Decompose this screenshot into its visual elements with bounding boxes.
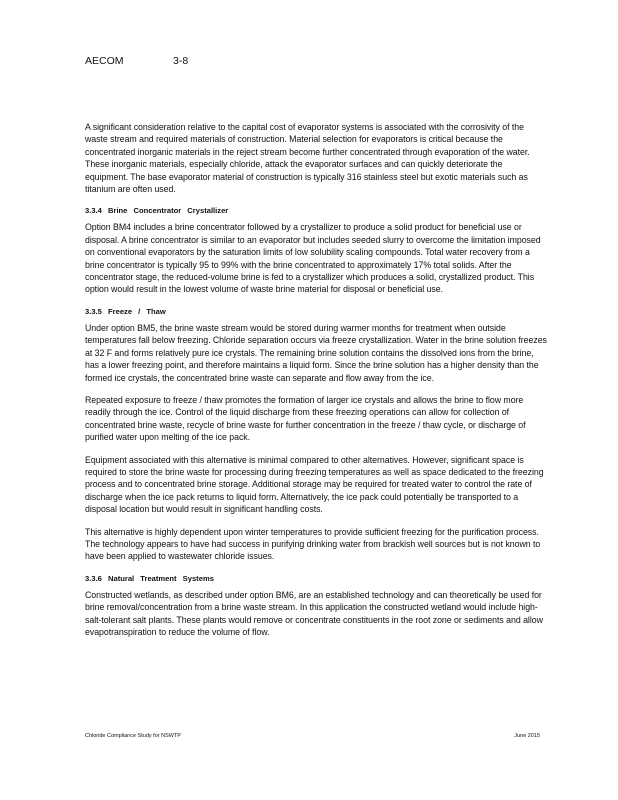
paragraph-freeze-thaw-2: Repeated exposure to freeze / thaw promotes the formation of larger ice crystals and allows the brine to flow more readily through the ice. Control of the liquid discharge from these freezing operations can allow for collection of concentrated brine waste, recycle of brine waste for further concentration in the freeze / thaw cycle, or discharge of purified water upon melting of the ice pack. [85,394,526,443]
footer-title: Chloride Compliance Study for NSWTP [85,733,181,739]
paragraph-brine-concentrator: Option BM4 includes a brine concentrator followed by a crystallizer to produce a solid product for beneficial use or disposal. A brine concentrator is similar to an evaporator but includes seeded slurry to overcome the limitation imposed on conventional evaporators by the saturation limits of low solubility scaling compounds. Total water recovery from a brine concentrator is typically 95 to 99% with the brine concentrated to approximately 17% total solids. After the concentrator stage, the reduced-volume brine is fed to a crystallizer which produces a solid, crystallized product. This option would result in the lowest volume of waste brine material for disposal or beneficial use. [85,222,541,295]
page-footer [85,733,540,739]
paragraph-freeze-thaw-4: This alternative is highly dependent upon winter temperatures to provide sufficient freezing for the purification process. The technology appears to have had success in purifying drinking water from brackish well sources but is not known to have been applied to wastewater chloride issues. [85,526,541,562]
paragraph-natural-treatment: Constructed wetlands, as described under option BM6, are an established technology and can theoretically be used for brine removal/concentration from a brine waste stream. In this application the constructed wetland would include high-salt-tolerant salt plants. These plants would remove or concentrate constituents in the root zone or sediments and allow evapotranspiration to reduce the volume of flow. [85,589,543,637]
section-heading-brine-concentrator: 3.3.4 Brine Concentrator Crystallizer [85,206,229,216]
intro-paragraph: A significant consideration relative to the capital cost of evaporator systems is associated with the corrosivity of the waste stream and required materials of construction. Material selection for evaporators is critical because the concentrated inorganic materials in the reject stream become further concentrated through evaporation of the water. These inorganic materials, especially chloride, attack the evaporator surfaces and can quickly deteriorate the equipment. The base evaporator material of construction is typically 316 stainless steel but exotic materials such as titanium are often used. [85,122,530,195]
paragraph-freeze-thaw-1: Under option BM5, the brine waste stream would be stored during warmer months for treatment when outside temperatures fall below freezing. Chloride separation occurs via freeze crystallization. Water in the brine solution freezes at 32 F and forms relatively pure ice crystals. The remaining brine solution contains the dissolved ions from the brine, has a lower freezing point, and therefore maintains a liquid form. Since the brine solution has a higher density than the formed ice crystals, the concentrated brine waste can separate and flow away from the ice. [85,322,547,383]
paragraph-freeze-thaw-3: Equipment associated with this alternative is minimal compared to other alternatives. However, significant space is required to store the brine waste for processing during freezing temperatures as well as space dedicated to the freezing process and to concentrated brine storage. Additional storage may be required for treated water to control the rate of discharge when the ice pack returns to liquid form. Alternatively, the ice pack could potentially be transported to a disposal location but would result in significant handling costs. [85,454,544,515]
section-heading-freeze-thaw: 3.3.5 Freeze / Thaw [85,306,166,316]
footer-date: June 2015 [514,733,540,739]
section-heading-natural-treatment: 3.3.6 Natural Treatment Systems [85,573,214,583]
document-body [85,121,547,648]
page-header [85,55,189,67]
page-number: 3-8 [173,55,189,67]
company-name: AECOM [85,55,124,67]
